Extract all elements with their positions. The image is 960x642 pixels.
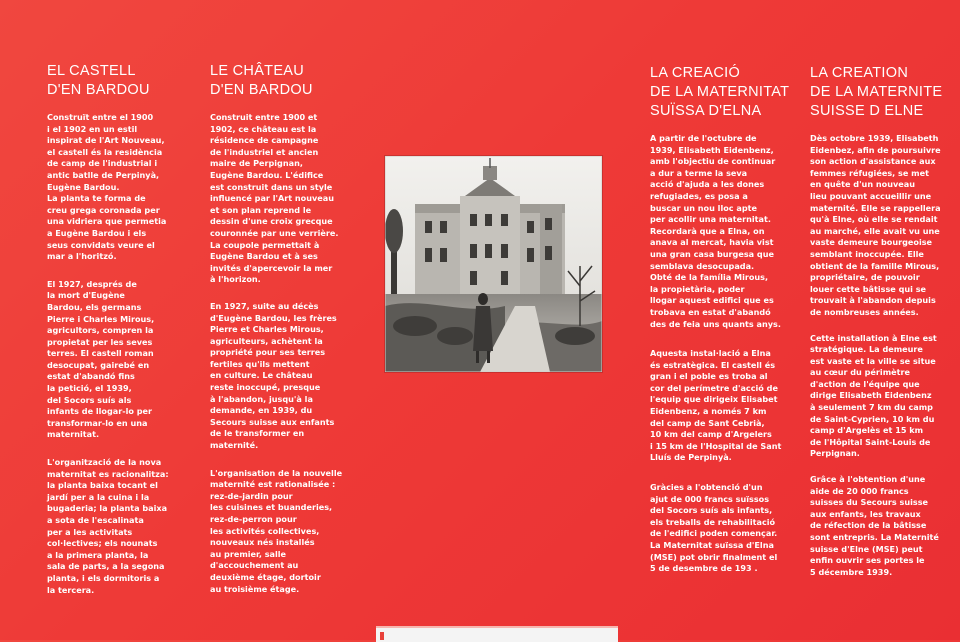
- column-title: [210, 62, 370, 100]
- paragraph: Construit entre 1900 et 1902, ce château est la résidence de campagne de l'industriel et ancien maire de Perpignan, Eugène Bardou. L'édifice est construit dans un style influencé par l'Art nouveau et son plan reprend le dessin d'une croix grecque couronnée par une verrière. La coupole permettait à Eugène Bardou et à ses invités d'apercevoir la mer à l'horizon.: [210, 112, 339, 285]
- title-line: LA CREACIÓ: [650, 65, 741, 81]
- title-line: EL CASTELL: [47, 63, 136, 79]
- column-title: [650, 64, 800, 121]
- column-title: [810, 64, 955, 121]
- title-line: DE LA MATERNITAT: [650, 84, 790, 100]
- title-line: LA CREATION: [810, 65, 909, 81]
- paragraph: Dès octobre 1939, Elisabeth Eidenbez, afin de poursuivre son action d'assistance aux femmes réfugiées, se met en quête d'un nouveau lieu pouvant accueillir une maternité. Elle se rappellera qu'à Elne, où elle se rendait au marché, elle avait vu une vaste demeure bourgeoise semblant inoccupée. Elle obtient de la famille Mirous, propriétaire, de pouvoir louer cette bâtisse qui se trouvait à l'abandon depuis de nombreuses années.: [810, 133, 941, 317]
- column-creation-fr: [810, 64, 955, 592]
- title-line: SUISSE D ELNE: [810, 103, 924, 119]
- paragraph: Grâce à l'obtention d'une aide de 20 000 francs suisses du Secours suisse aux enfants, les travaux de réfection de la bâtisse sont entrepris. La Maternité suisse d'Elne (MSE) peut enfin ouvrir ses portes le 5 décembre 1939.: [810, 474, 939, 577]
- paragraph: L'organització de la nova maternitat es racionalitza: la planta baixa tocant el jardí per a la cuina i la bugaderia; la planta baixa a sota de l'escalinata per a les activitats col·lectives; els nounats a la primera planta, la sala de parts, a la segona planta, i els dormitoris a la tercera.: [47, 457, 169, 595]
- title-line: DE LA MATERNITE: [810, 84, 943, 100]
- title-line: LE CHÂTEAU: [210, 63, 305, 79]
- paragraph: Construït entre el 1900 i el 1902 en un estil inspirat de l'Art Nouveau, el castell és la residència de camp de l'industrial i antic batlle de Perpinyà, Eugène Bardou. La planta te forma de creu grega coronada per una vidriera que permetia a Eugène Bardou i els seus convidats veure el mar a l'horitzó.: [47, 112, 167, 262]
- column-chateau-fr: [210, 62, 370, 609]
- title-line: D'EN BARDOU: [47, 82, 150, 98]
- paragraph: Gràcies a l'obtenció d'un ajut de 000 francs suïssos del Socors suís als infants, els treballs de rehabilitació de l'edifici poden començar. La Maternitat suïssa d'Elna (MSE) pot obrir finalment el 5 de desembre de 193 .: [650, 482, 778, 574]
- paragraph: Aquesta instal·lació a Elna és estratègica. El castell és gran i el poble es troba al cor del perímetre d'acció de l'equip que dirigeix Elisabet Eidenbenz, a només 7 km del camp de Sant Cebrià, 10 km del camp d'Argelers i 15 km de l'Hospital de Sant Lluís de Perpinyà.: [650, 348, 782, 463]
- paragraph: L'organisation de la nouvelle maternité est rationalisée : rez-de-jardin pour les cuisines et buanderies, rez-de-perron pour les activités collectives, nouveaux nés installés au premier, salle d'accouchement au deuxième étage, dortoir au troisième étage.: [210, 467, 343, 594]
- title-line: SUÏSSA D'ELNA: [650, 103, 762, 119]
- chateau-photo: [385, 156, 602, 372]
- plaque-mark: [380, 632, 384, 640]
- column-castell-ca: [47, 62, 197, 610]
- title-line: D'EN BARDOU: [210, 82, 313, 98]
- chateau-photo-illustration: [385, 156, 602, 372]
- paragraph: En 1927, suite au décès d'Eugène Bardou, les frères Pierre et Charles Mirous, agriculteurs, achètent la propriété pour ses terres fertiles qu'ils mettent en culture. Le château reste inoccupé, presque à l'abandon, jusqu'à la demande, en 1939, du Secours suisse aux enfants de le transformer en maternité.: [210, 300, 337, 451]
- column-title: [47, 62, 197, 100]
- paragraph: El 1927, després de la mort d'Eugène Bardou, els germans Pierre i Charles Mirous, agricultors, compren la propietat per les seves terres. El castell roman desocupat, gairebé en estat d'abandó fins la petició, el 1939, del Socors suís als infants de llogar-lo per transformar-lo en una maternitat.: [47, 278, 155, 440]
- column-creacio-ca: [650, 64, 800, 589]
- paragraph: A partir de l'octubre de 1939, Elisabeth Eidenbenz, amb l'objectiu de continuar a dur a terme la seva acció d'ajuda a les dones refugiades, es posa a buscar un nou lloc apte per acollir una maternitat. Recordarà que a Elna, on anava al mercat, havia vist una gran casa burgesa que semblava desocupada. Obté de la família Mirous, la propietària, poder llogar aquest edifici que es trobava en estat d'abandó des de feia uns quants anys.: [650, 133, 781, 329]
- paragraph: Cette installation à Elne est stratégique. La demeure est vaste et la ville se situe au cœur du périmètre d'action de l'équipe que dirige Elisabeth Eidenbenz à seulement 7 km du camp de Saint-Cyprien, 10 km du camp d'Argelès et 15 km de l'Hôpital Saint-Louis de Perpignan.: [810, 332, 937, 459]
